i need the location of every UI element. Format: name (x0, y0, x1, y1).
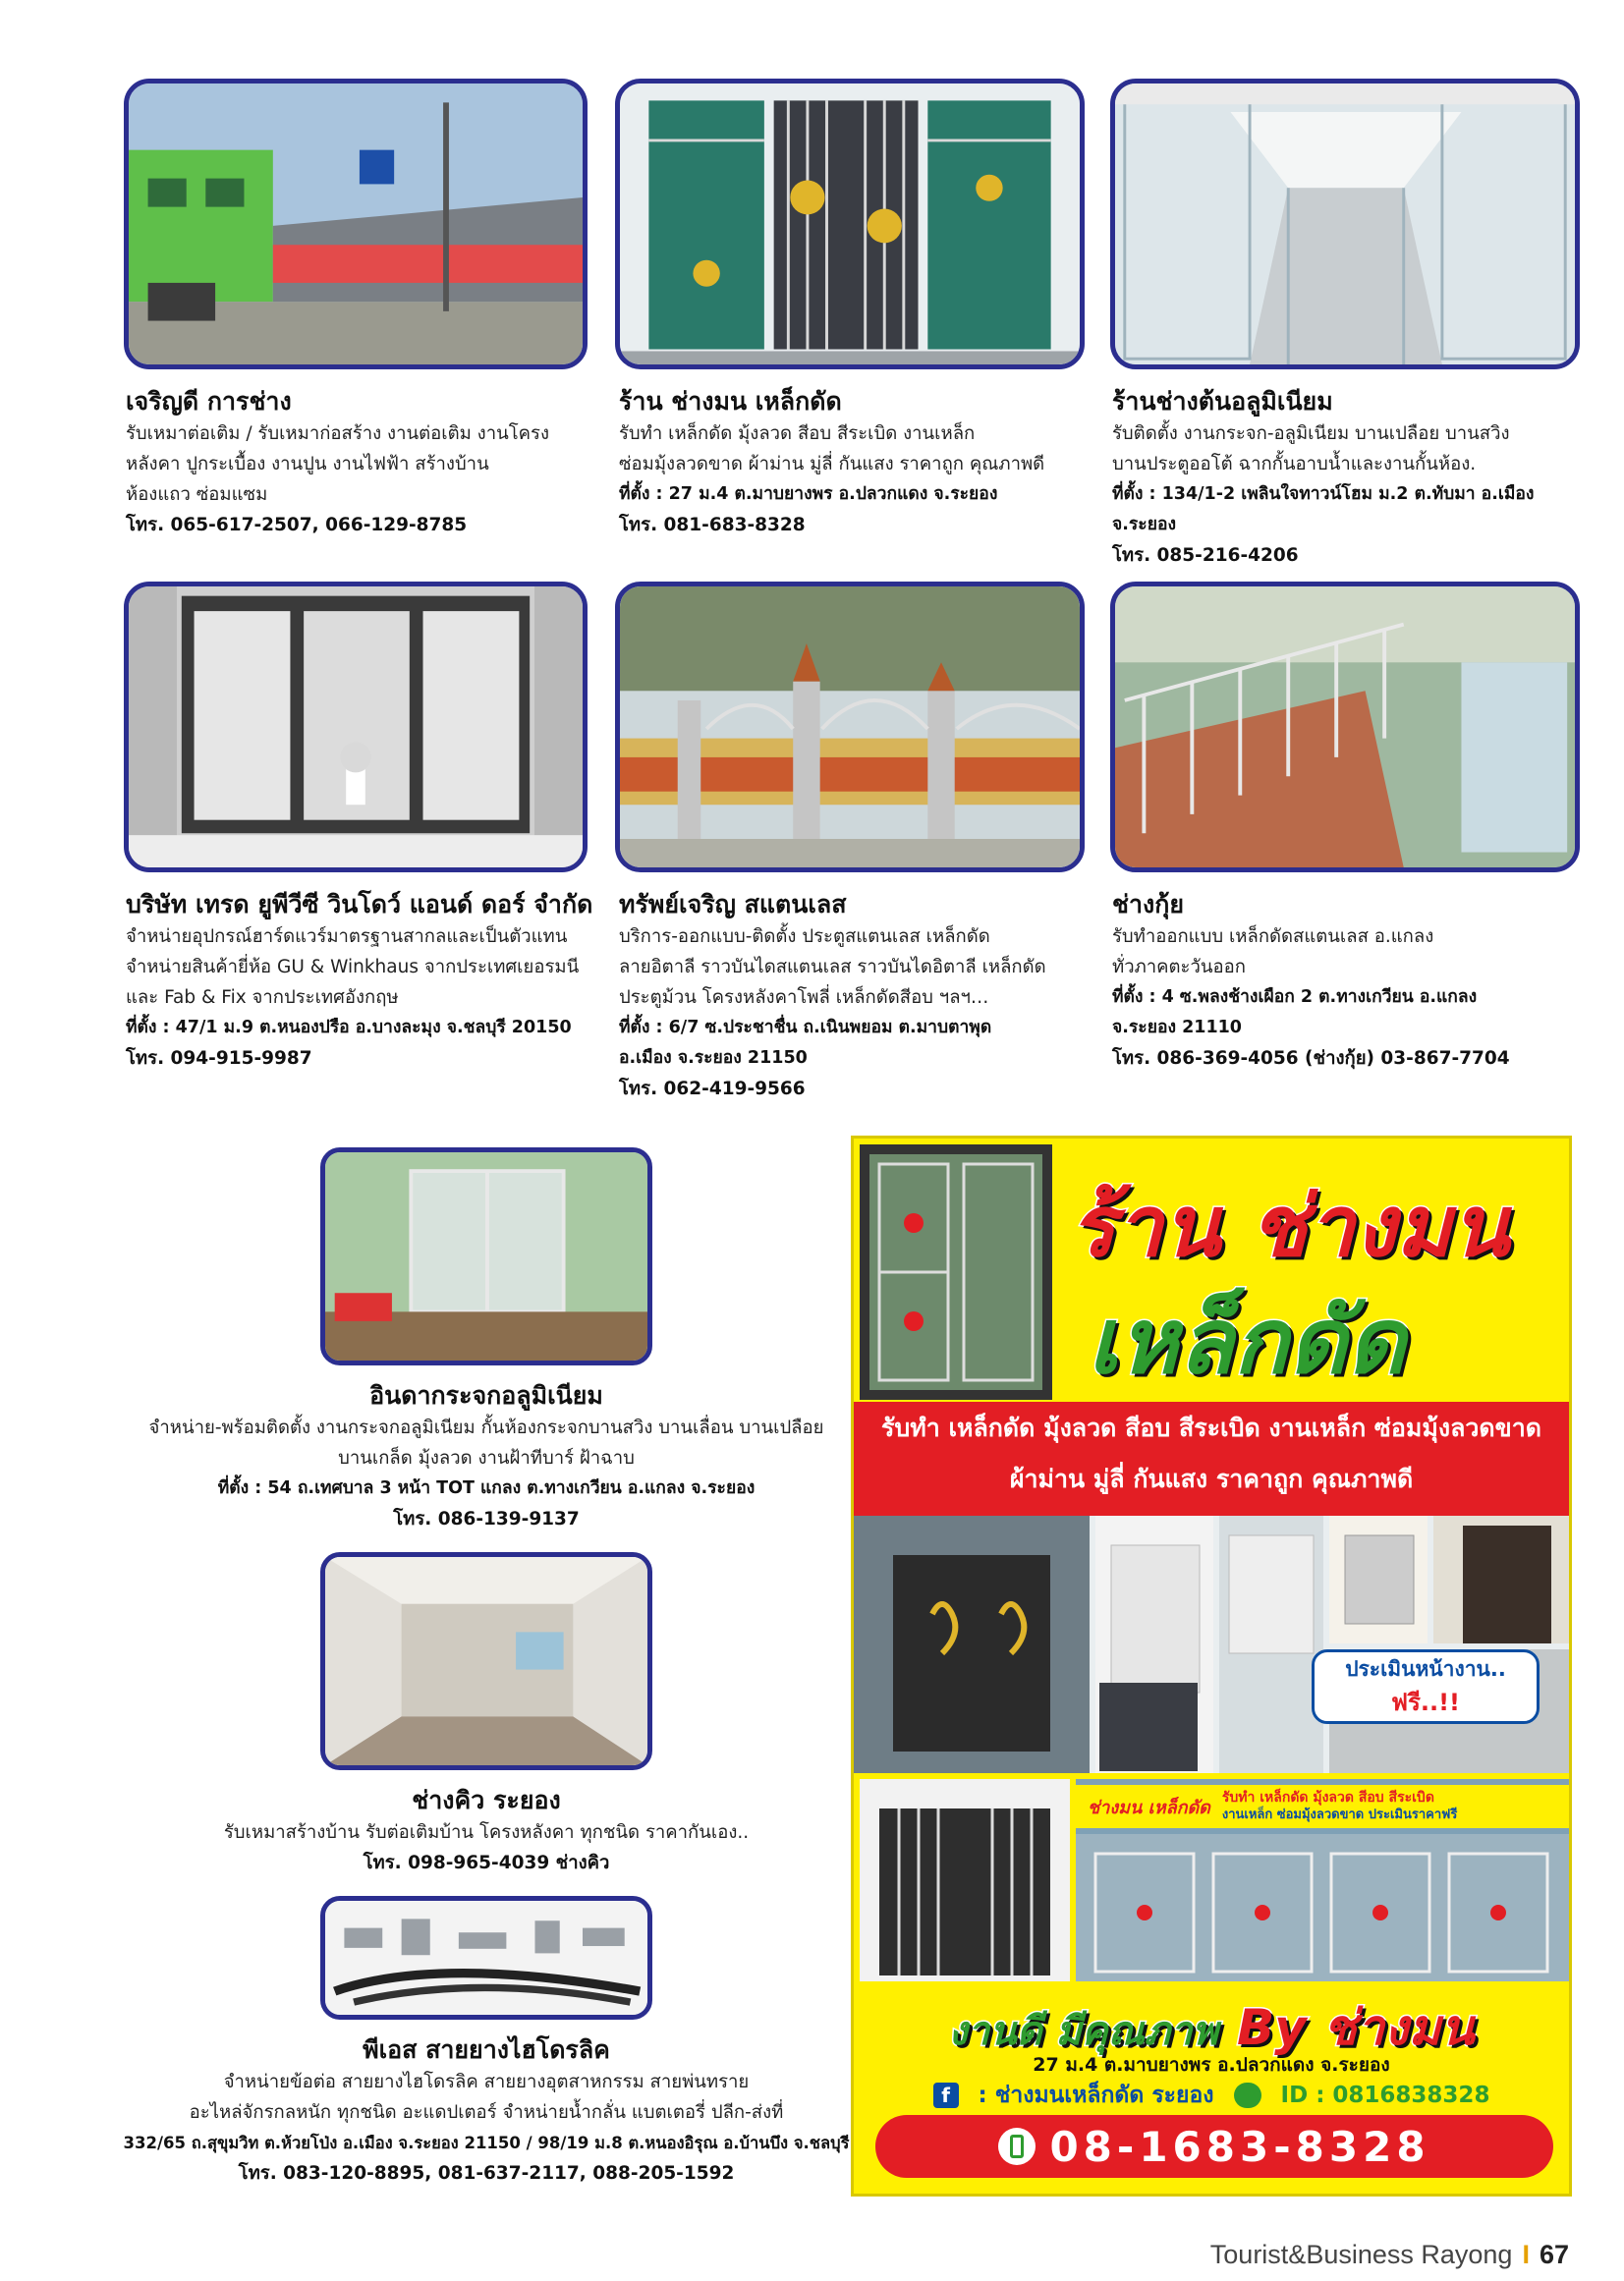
ad-workshop-sign (1076, 1785, 1569, 1828)
advertisement (851, 1136, 1572, 2197)
listing-address: ที่ตั้ง : 134/1-2 เพลินใจทาวน์โฮม ม.2 ต.ทับมา อ.เมือง จ.ระยอง (1112, 484, 1535, 534)
listing-address: ที่ตั้ง : 47/1 ม.9 ต.หนองปรือ อ.บางละมุง จ.ชลบุรี 20150 (126, 1018, 572, 1037)
listing-address: ที่ตั้ง : 54 ถ.เทศบาล 3 หน้า TOT แกลง ต.ทางเกวียน อ.แกลง จ.ระยอง (217, 1478, 756, 1498)
ad-photo-window (860, 1144, 1052, 1400)
listing-photo-shop-front (124, 79, 588, 369)
publication-name: Tourist&Business Rayong (1209, 2240, 1513, 2269)
ad-facebook: : ช่างมนเหล็กดัด ระยอง (978, 2083, 1214, 2108)
ad-services-banner (854, 1402, 1569, 1516)
ad-photo-gallery (854, 1516, 1569, 1773)
ad-line-id: ID : 0816838328 (1280, 2083, 1490, 2108)
listing-title: ช่างคิว ระยอง (412, 1786, 561, 1814)
facebook-icon: f (933, 2083, 959, 2108)
listing-photo-steel-door (615, 79, 1085, 369)
listing-phone: โทร. 065-617-2507, 066-129-8785 (126, 515, 468, 535)
ad-title-line2: เหล็กดัด (1088, 1289, 1406, 1394)
listing-description: จำหน่ายข้อต่อ สายยางไฮโดรลิค สายยางอุตสาหกรรม สายพ่นทราย อะไหล่จักรกลหนัก ทุกชนิด อะแดปเตอร์ จำหน่ายน้ำกลั่น แบตเตอรี่ ปลีก-ส่งที่ (189, 2072, 784, 2123)
listing-photo-hydraulic-fittings (320, 1896, 652, 2020)
page-number: 67 (1539, 2240, 1569, 2269)
listing-description: จำหน่าย-พร้อมติดตั้ง งานกระจกอลูมิเนียม กั้นห้องกระจกบานสวิง บานเลื่อน บานเปลือย บานเกล็ด มุ้งลวด งานฝ้าทีบาร์ ฝ้าฉาบ (148, 1418, 824, 1469)
ad-photo-workshop (1076, 1779, 1569, 1981)
listing-title: พีเอส สายยางไฮโดรลิค (363, 2035, 610, 2064)
ad-slogan-part2: By ช่างมน (1237, 1999, 1475, 2056)
listing-photo-room-renovation (320, 1552, 652, 1770)
listing-phone: โทร. 086-139-9137 (393, 1509, 580, 1530)
ad-sign-right-line1: รับทำ เหล็กดัด มุ้งลวด สีอบ สีระเบิด (1221, 1790, 1434, 1806)
ad-badge-line1: ประเมินหน้างาน.. (1345, 1657, 1506, 1681)
line-icon (1234, 2083, 1261, 2108)
listing-title: เจริญดี การช่าง (126, 387, 292, 416)
listing-description: จำหน่ายอุปกรณ์ฮาร์ดแวร์มาตรฐานสากลและเป็นตัวแทน จำหน่ายสินค้ายี่ห้อ GU & Winkhaus จากประเทศเยอรมนี และ Fab & Fix จากประเทศอังกฤษ (126, 926, 580, 1008)
listing-phone: โทร. 083-120-8895, 081-637-2117, 088-205-1592 (238, 2163, 735, 2184)
listing-description: รับติดตั้ง งานกระจก-อลูมิเนียม บานเปลือย บานสวิง บานประตูออโต้ ฉากกั้นอาบน้ำและงานกั้นห้อง. (1112, 423, 1510, 474)
listing-photo-stair-railing (1110, 582, 1580, 872)
listing-description: รับทำออกแบบ เหล็กดัดสแตนเลส อ.แกลง ทั่วภาคตะวันออก (1112, 926, 1434, 977)
listing-phone: โทร. 086-369-4056 (ช่างกุ้ย) 03-867-7704 (1112, 1048, 1510, 1069)
listing-photo-glass-partition (320, 1147, 652, 1365)
listing-photo-upvc-window (124, 582, 588, 872)
page-footer (1210, 2240, 1569, 2270)
listing-description: รับเหมาต่อเติม / รับเหมาก่อสร้าง งานต่อเติม งานโครง หลังคา ปูกระเบื้อง งานปูน งานไฟฟ้า สร้างบ้าน ห้องแถว ซ่อมแซม (126, 423, 550, 505)
ad-phone-bar (875, 2115, 1553, 2178)
listing-photo-glass-storefront (1110, 79, 1580, 369)
listing-phone: โทร. 085-216-4206 (1112, 545, 1299, 566)
ad-slogan-part1: งานดี มีคุณภาพ (948, 2009, 1218, 2054)
listing-title: ทรัพย์เจริญ สแตนเลส (619, 890, 847, 918)
ad-phone: 08-1683-8328 (1049, 2122, 1430, 2171)
ad-banner-line2: ผ้าม่าน มู่ลี่ กันแสง ราคาถูก คุณภาพดี (1009, 1465, 1414, 1493)
listing-description: บริการ-ออกแบบ-ติดตั้ง ประตูสแตนเลส เหล็กดัด ลายอิตาลี ราวบันไดสแตนเลส ราวบันไดอิตาลี เหล็กดัด ประตูม้วน โครงหลังคาโพลี่ เหล็กดัดสีอบ ฯลฯ… (619, 926, 1046, 1008)
listing-description: รับเหมาสร้างบ้าน รับต่อเติมบ้าน โครงหลังคา ทุกชนิด ราคากันเอง.. (223, 1822, 750, 1843)
listing-address: ที่ตั้ง : 4 ซ.พลงช้างเผือก 2 ต.ทางเกวียน อ.แกลง จ.ระยอง 21110 (1112, 987, 1478, 1037)
listing-title: บริษัท เทรด ยูพีวีซี วินโดว์ แอนด์ ดอร์ จำกัด (126, 890, 593, 918)
ad-title-line1: ร้าน ช่างมน (1070, 1178, 1510, 1276)
ad-sign-right-line2: งานเหล็ก ซ่อมมุ้งลวดขาด ประเมินราคาฟรี (1221, 1808, 1458, 1822)
ad-sign-left: ช่างมน เหล็กดัด (1088, 1797, 1210, 1818)
ad-banner-line1: รับทำ เหล็กดัด มุ้งลวด สีอบ สีระเบิด งานเหล็ก ซ่อมมุ้งลวดขาด (880, 1414, 1542, 1442)
listing-address: 332/65 ถ.สุขุมวิท ต.ห้วยโป่ง อ.เมือง จ.ระยอง 21150 / 98/19 ม.8 ต.หนองอิรุณ อ.บ้านบึง จ.ชลบุรี (123, 2134, 850, 2152)
listing-phone: โทร. 094-915-9987 (126, 1048, 312, 1069)
ad-photo-door (860, 1779, 1070, 1981)
ad-contact-row (854, 2078, 1569, 2113)
ad-free-estimate-badge (1312, 1649, 1540, 1724)
listing-title: ร้าน ช่างมน เหล็กดัด (619, 387, 842, 416)
listing-address: ที่ตั้ง : 27 ม.4 ต.มาบยางพร อ.ปลวกแดง จ.ระยอง (619, 484, 998, 504)
listing-photo-stainless-fence (615, 582, 1085, 872)
listing-description: รับทำ เหล็กดัด มุ้งลวด สีอบ สีระเบิด งานเหล็ก ซ่อมมุ้งลวดขาด ผ้าม่าน มู่ลี่ กันแสง ราคาถูก คุณภาพดี (619, 423, 1045, 474)
listing-title: อินดากระจกอลูมิเนียม (369, 1381, 603, 1410)
listing-address: ที่ตั้ง : 6/7 ซ.ประชาชื่น ถ.เนินพยอม ต.มาบตาพุด อ.เมือง จ.ระยอง 21150 (619, 1018, 992, 1068)
footer-separator: I (1522, 2240, 1530, 2269)
ad-badge-line2: ฟรี..!! (1390, 1689, 1460, 1716)
listing-title: ร้านช่างต้นอลูมิเนียม (1112, 387, 1333, 416)
listing-title: ช่างกุ้ย (1112, 890, 1184, 918)
listing-phone: โทร. 098-965-4039 ช่างคิว (363, 1853, 610, 1873)
phone-icon (998, 2128, 1036, 2165)
listing-phone: โทร. 081-683-8328 (619, 515, 806, 535)
listing-phone: โทร. 062-419-9566 (619, 1079, 806, 1099)
ad-address: 27 ม.4 ต.มาบยางพร อ.ปลวกแดง จ.ระยอง (1033, 2054, 1390, 2076)
